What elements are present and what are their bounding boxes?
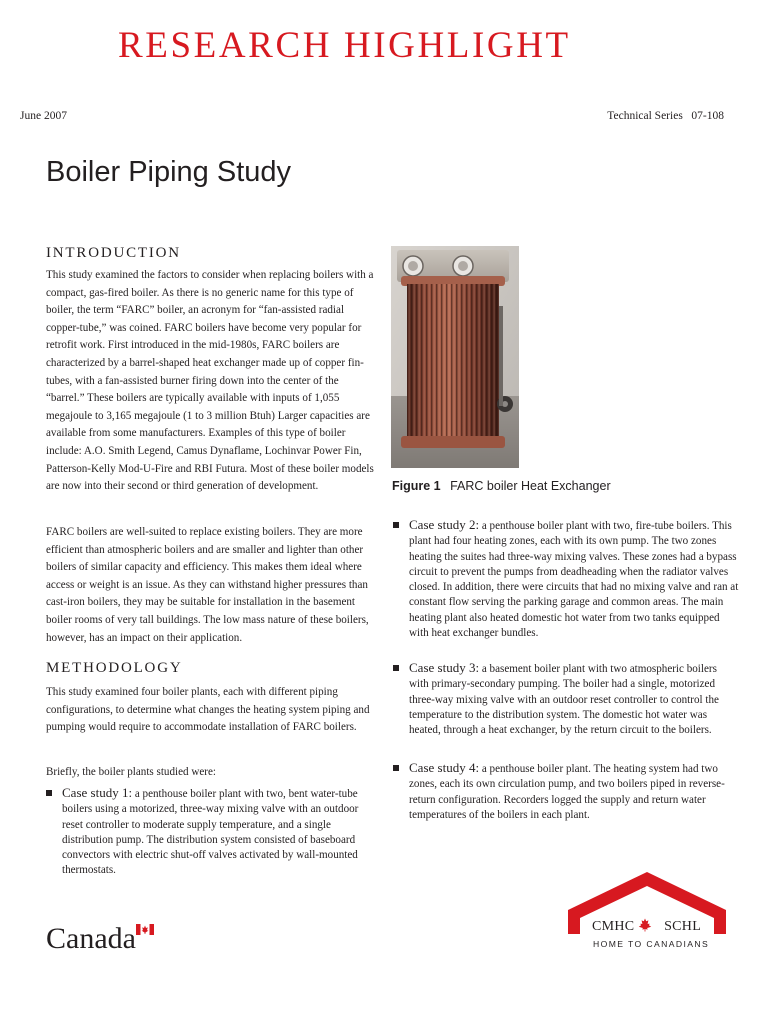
publication-date: June 2007 — [20, 110, 67, 122]
methodology-heading: METHODOLOGY — [46, 660, 183, 676]
case-study-3-label: Case study 3: — [409, 660, 480, 675]
case-study-1-text: a penthouse boiler plant with two, bent water-tube boilers using a motorized, three-way mixing valve with an outdoor reset controller to moderate supply temperature, and a single distribution pump. The distribution system consisted of baseboard convectors with electric shut-off valves activated by wall-mounted thermostats. — [62, 788, 359, 877]
cmhc-schl-wordmark — [592, 918, 701, 935]
cmhc-label: CMHC — [592, 919, 635, 934]
figure-caption-text: FARC boiler Heat Exchanger — [450, 479, 611, 493]
canada-flag-icon — [136, 924, 154, 935]
research-highlight-title: RESEARCH HIGHLIGHT — [118, 25, 571, 66]
case-study-1 — [46, 785, 380, 879]
case-study-2 — [393, 517, 739, 641]
introduction-paragraph-2: FARC boilers are well-suited to replace existing boilers. They are more efficient than atmospheric boilers and are smaller and lighter than other boilers of similar capacity and efficiency. This makes them ideal where access or weight is an issue. As they can withstand higher pressures than cast-iron boilers, they may be suitable for installation in the basement boiler rooms of very tall buildings. The low mass nature of these boilers, however, has an impact on their application. — [46, 526, 369, 644]
introduction-heading: INTRODUCTION — [46, 245, 181, 261]
case-study-3-text: a basement boiler plant with two atmospheric boilers with primary-secondary pumping. The boiler had a single, motorized three-way mixing valve with an outdoor reset controller to control the temperature to the distribution system. The domestic hot water was heated, through a heat exchanger, by the return circuit to the boilers. — [409, 663, 719, 737]
figure-caption — [392, 479, 611, 493]
bullet-square-icon — [393, 765, 399, 771]
methodology-paragraph-1: This study examined four boiler plants, each with different piping configurations, to determine what changes the heating system piping and pumping would require to accommodate installation of FARC boilers. — [46, 686, 370, 734]
schl-label: SCHL — [664, 919, 702, 934]
methodology-paragraph-2: Briefly, the boiler plants studied were: — [46, 766, 216, 778]
bullet-square-icon — [393, 522, 399, 528]
bullet-square-icon — [393, 665, 399, 671]
figure-number: Figure 1 — [392, 479, 441, 493]
case-study-3 — [393, 660, 739, 738]
case-study-4 — [393, 760, 739, 823]
bullet-square-icon — [46, 790, 52, 796]
tagline: HOME TO CANADIANS — [593, 939, 710, 949]
case-study-2-text: a penthouse boiler plant with two, fire-tube boilers. This plant had four heating zones, each with its own pump. The two zones heating the suites had three-way mixing valves. These zones had a bypass circuit to prevent the pumps from deadheading when the radiator valves closed. In addition, there were circuits that had no mixing valve and ran at constant flow serving the parking garage and common areas. The main heating plant also heated domestic hot water from two tanks equipped with heat exchanger bundles. — [409, 520, 739, 640]
introduction-paragraph-1: This study examined the factors to consider when replacing boilers with a compact, gas-fired boiler. As there is no generic name for this type of boiler, the term “FARC” boiler, an acronym for “fan-assisted radial copper-tube,” was coined. FARC boilers have become very popular for retrofit work. First introduced in the mid-1980s, FARC boilers are characterized by a barrel-shaped heat exchanger made up of copper fin-tubes, with a fan-assisted burner firing down into the center of the “barrel.” These boilers are typically available with inputs of 1,055 megajoule to 3,165 megajoule (1 to 3 million Btuh) Larger capacities are available from some manufacturers. Examples of this type of boiler include: A.O. Smith Legend, Camus Dynaflame, Lochinvar Power Fin, Patterson-Kelly Mod-U-Fire and RBI Futura. Most of these boiler models are now into their second or third generation of development. — [46, 269, 374, 493]
heat-exchanger-photo — [391, 246, 519, 468]
case-study-4-text: a penthouse boiler plant. The heating system had two zones, each its own circulation pump, and two boilers piped in reverse-return configuration. Recorders logged the supply and return water temperatures of the boilers in each plant. — [409, 763, 725, 821]
document-title: Boiler Piping Study — [46, 156, 292, 188]
maple-leaf-icon — [638, 918, 652, 932]
case-study-4-label: Case study 4: — [409, 760, 480, 775]
case-study-1-label: Case study 1: — [62, 785, 133, 800]
technical-series: Technical Series 07-108 — [607, 110, 724, 122]
canada-wordmark: Canada — [46, 922, 136, 955]
case-study-2-label: Case study 2: — [409, 517, 480, 532]
